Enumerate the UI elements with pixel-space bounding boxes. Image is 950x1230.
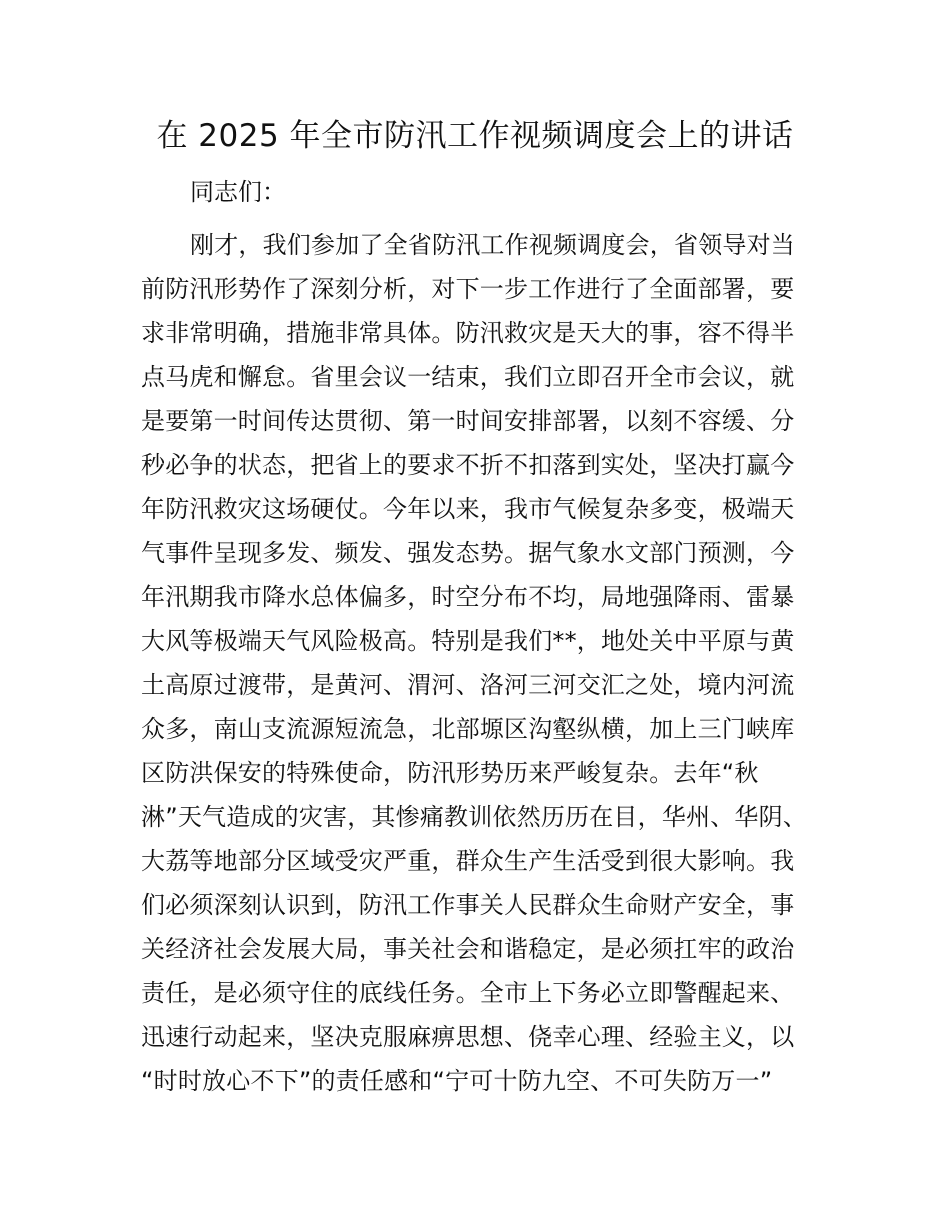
paragraph-line: 前防汛形势作了深刻分析，对下一步工作进行了全面部署，要: [141, 275, 795, 303]
paragraph-line: “时时放心不下”的责任感和“宁可十防九空、不可失防万一”: [141, 1067, 773, 1095]
paragraph-line: 秒必争的状态，把省上的要求不折不扣落到实处，坚决打赢今: [141, 451, 795, 479]
paragraph-line: 大荔等地部分区域受灾严重，群众生产生活受到很大影响。我: [141, 847, 795, 875]
paragraph-line: 区防洪保安的特殊使命，防汛形势历来严峻复杂。去年“秋: [141, 759, 759, 787]
paragraph-line: 刚才，我们参加了全省防汛工作视频调度会，省领导对当: [190, 231, 795, 259]
paragraph-line: 大风等极端天气风险极高。特别是我们**，地处关中平原与黄: [141, 627, 795, 655]
paragraph-line: 们必须深刻认识到，防汛工作事关人民群众生命财产安全，事: [141, 891, 795, 919]
paragraph-line: 年防汛救灾这场硬仗。今年以来，我市气候复杂多变，极端天: [141, 495, 795, 523]
paragraph-line: 气事件呈现多发、频发、强发态势。据气象水文部门预测，今: [141, 539, 795, 567]
paragraph-line: 土高原过渡带，是黄河、渭河、洛河三河交汇之处，境内河流: [141, 671, 795, 699]
paragraph-line: 年汛期我市降水总体偏多，时空分布不均，局地强降雨、雷暴: [141, 583, 795, 611]
paragraph-line: 点马虎和懈怠。省里会议一结束，我们立即召开全市会议，就: [141, 363, 795, 391]
salutation: 同志们：: [190, 178, 286, 206]
paragraph-line: 是要第一时间传达贯彻、第一时间安排部署，以刻不容缓、分: [141, 407, 795, 435]
paragraph-line: 关经济社会发展大局，事关社会和谐稳定，是必须扛牢的政治: [141, 935, 795, 963]
document-title: 在 2025 年全市防汛工作视频调度会上的讲话: [156, 118, 794, 154]
paragraph-line: 众多，南山支流源短流急，北部塬区沟壑纵横，加上三门峡库: [141, 715, 795, 743]
paragraph-line: 迅速行动起来，坚决克服麻痹思想、侥幸心理、经验主义，以: [141, 1023, 795, 1051]
paragraph-line: 责任，是必须守住的底线任务。全市上下务必立即警醒起来、: [141, 979, 795, 1007]
paragraph-line: 求非常明确，措施非常具体。防汛救灾是天大的事，容不得半: [141, 319, 795, 347]
paragraph-line: 淋”天气造成的灾害，其惨痛教训依然历历在目，华州、华阴、: [141, 803, 808, 831]
